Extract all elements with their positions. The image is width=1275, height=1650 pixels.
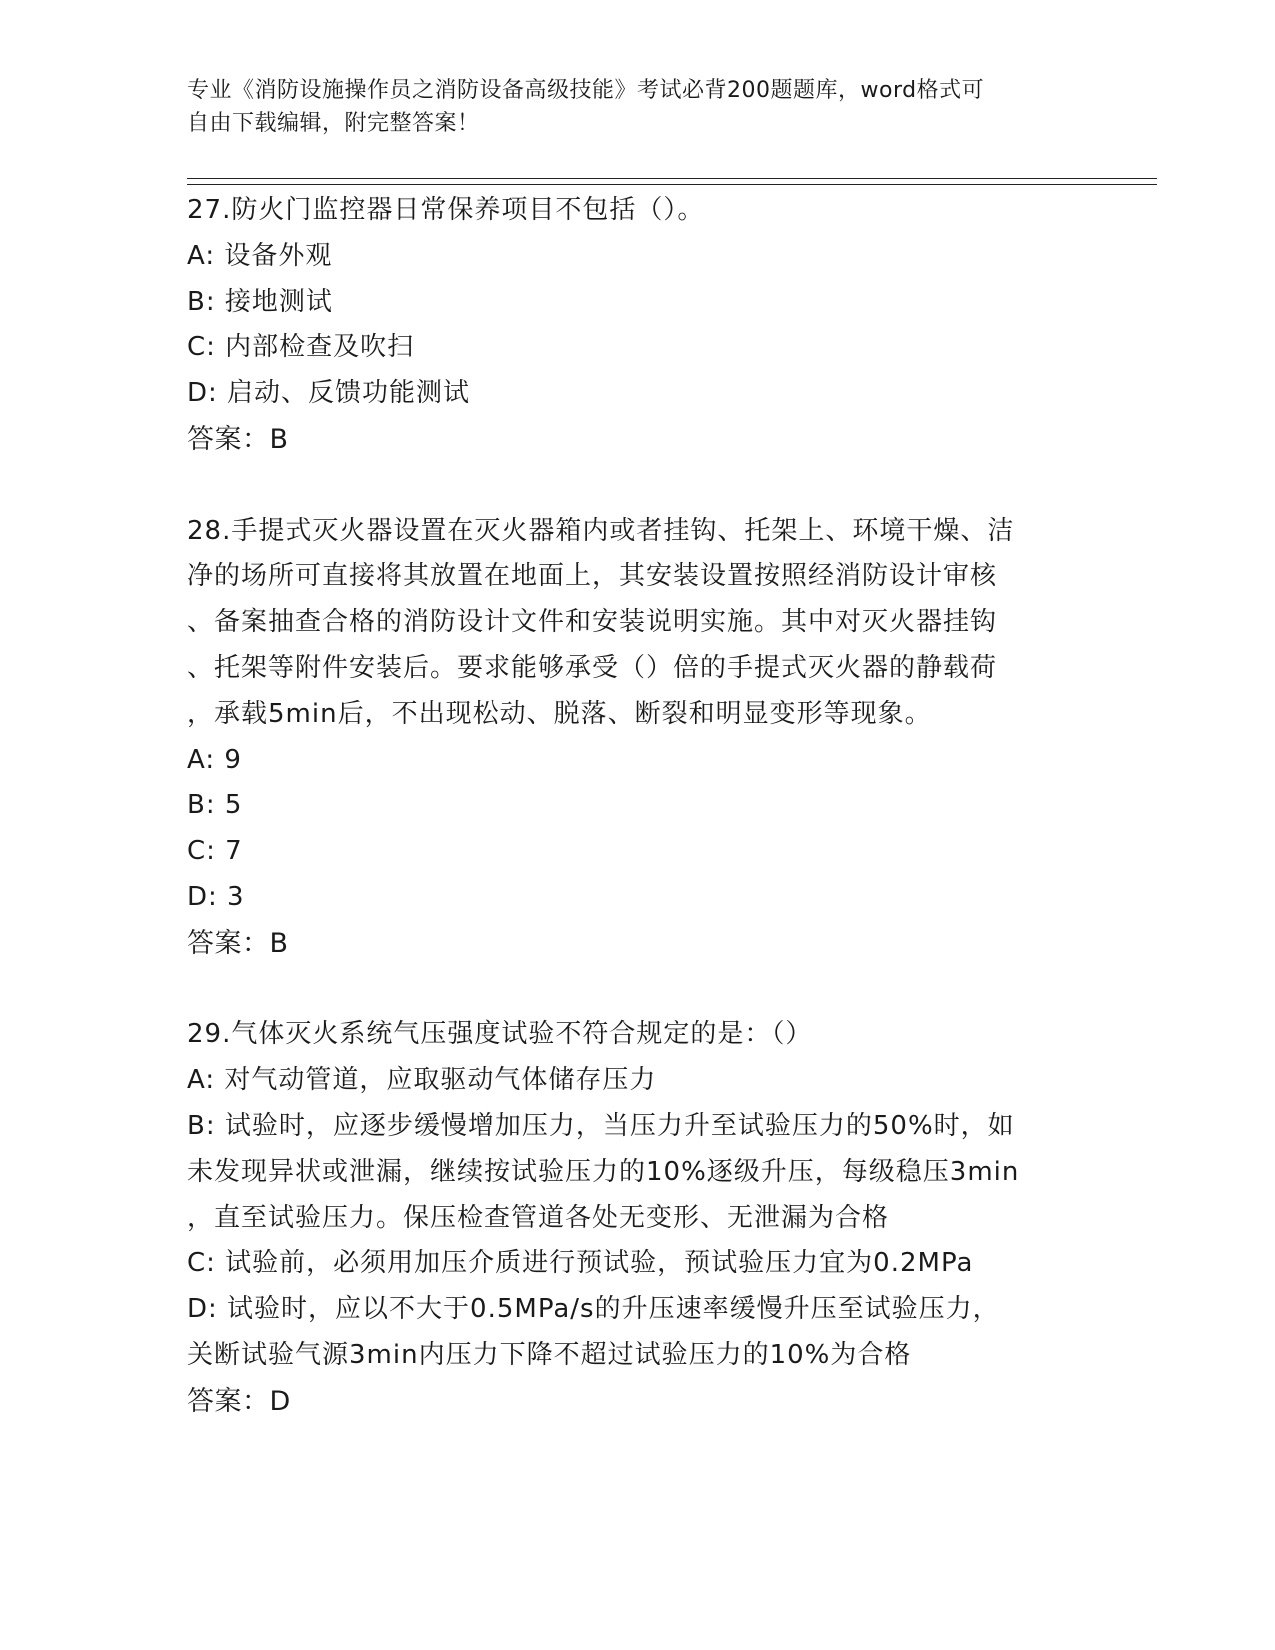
answer-line: 答案：D: [187, 1385, 291, 1417]
option-c: C: 试验前，必须用加压介质进行预试验，预试验压力宜为0.2MPa: [187, 1248, 974, 1279]
option-b: B: 接地测试: [187, 286, 333, 317]
document-header-note: [187, 74, 1067, 140]
header-line: 专业《消防设施操作员之消防设备高级技能》考试必背200题题库，word格式可: [187, 78, 985, 103]
option-a: A: 9: [187, 744, 242, 775]
spacer: [187, 967, 1067, 1013]
header-divider: [187, 184, 1157, 185]
option-c: C: 内部检查及吹扫: [187, 332, 415, 363]
question-stem: 28.手提式灭火器设置在灭火器箱内或者挂钩、托架上、环境干燥、洁: [187, 515, 1015, 546]
question-stem: 29.气体灭火系统气压强度试验不符合规定的是：（）: [187, 1019, 813, 1050]
question-stem: 、托架等附件安装后。要求能够承受（）倍的手提式灭火器的静载荷: [187, 652, 998, 683]
option-a: A: 对气动管道，应取驱动气体储存压力: [187, 1065, 657, 1096]
option-d: D: 3: [187, 881, 245, 912]
option-b: B: 试验时，应逐步缓慢增加压力，当压力升至试验压力的50%时，如: [187, 1110, 1015, 1141]
spacer: [187, 463, 1067, 509]
option-c: C: 7: [187, 836, 243, 867]
question-stem: 净的场所可直接将其放置在地面上，其安装设置按照经消防设计审核: [187, 561, 998, 592]
answer-line: 答案：B: [187, 927, 289, 959]
option-d: D: 试验时，应以不大于0.5MPa/s的升压速率缓慢升压至试验压力，: [187, 1294, 1000, 1325]
option-b-continued: 未发现异状或泄漏，继续按试验压力的10%逐级升压，每级稳压3min: [187, 1156, 1020, 1187]
question-list: [187, 188, 1067, 1425]
option-b-continued: ，直至试验压力。保压检查管道各处无变形、无泄漏为合格: [187, 1202, 890, 1233]
question-stem: 、备案抽查合格的消防设计文件和安装说明实施。其中对灭火器挂钩: [187, 607, 998, 638]
option-a: A: 设备外观: [187, 240, 333, 271]
question-stem: ，承载5min后，不出现松动、脱落、断裂和明显变形等现象。: [187, 698, 932, 729]
answer-line: 答案：B: [187, 423, 289, 455]
question-stem: 27.防火门监控器日常保养项目不包括（）。: [187, 195, 705, 225]
question-block: [187, 1012, 1067, 1424]
question-block: [187, 509, 1067, 967]
option-b: B: 5: [187, 790, 243, 821]
header-line: 自由下载编辑，附完整答案！: [187, 111, 480, 136]
option-d-continued: 关断试验气源3min内压力下降不超过试验压力的10%为合格: [187, 1339, 912, 1370]
question-block: [187, 188, 1067, 463]
option-d: D: 启动、反馈功能测试: [187, 378, 471, 409]
header-divider: [187, 178, 1157, 179]
